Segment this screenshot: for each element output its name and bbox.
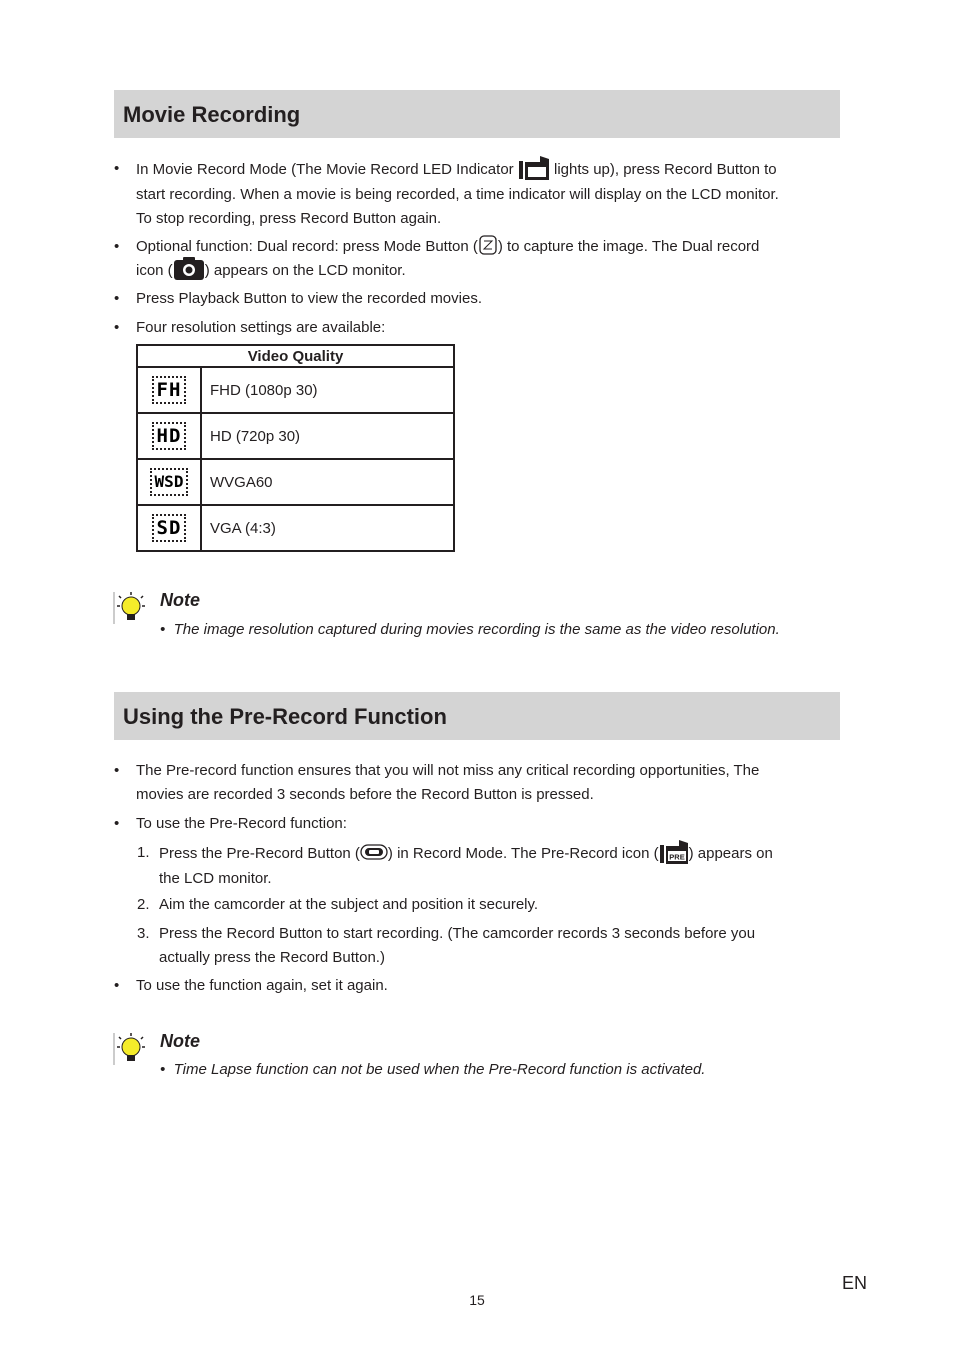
camera-icon — [173, 257, 205, 281]
table-row — [137, 367, 454, 413]
table-cell: FHD (1080p 30) — [201, 367, 454, 413]
mode-button-icon — [478, 234, 498, 256]
pre-record-icon — [659, 839, 689, 865]
list-item: • Optional function: Dual record: press Mode Button ( ) to capture the image. The Dual record icon ( ) appears on the LCD monitor. — [114, 235, 844, 283]
note-title: Note — [160, 590, 200, 610]
step-item: 3. Press the Record Button to start recording. (The camcorder records 3 seconds before you actually press the Record Button.) — [137, 925, 756, 966]
hd-resolution-icon: HD — [152, 422, 187, 450]
list-item: • The Pre-record function ensures that you will not miss any critical recording opportunities, The movies are recorded 3 seconds before the Record Button is pressed. — [114, 762, 760, 803]
list-item: • In Movie Record Mode (The Movie Record LED Indicator lights up), press Record Button to start recording. When a movie is being recorded, a time indicator will display on the LCD monitor. To stop recording, press Record Button again. — [114, 157, 844, 231]
svg-text:PRE: PRE — [668, 852, 685, 862]
lightbulb-icon — [112, 590, 148, 626]
note-text: • The image resolution captured during movies recording is the same as the video resolution. — [160, 621, 780, 638]
list-item: • Four resolution settings are available: — [114, 319, 386, 336]
section-title: Movie Recording — [123, 102, 301, 127]
list-item: • Press Playback Button to view the recorded movies. — [114, 290, 482, 307]
list-item: • To use the function again, set it again. — [114, 977, 388, 994]
table-row — [137, 505, 454, 551]
table-cell: WVGA60 — [201, 459, 454, 505]
section-header-pre-record — [114, 692, 840, 740]
step-item: 2. Aim the camcorder at the subject and position it securely. — [137, 896, 539, 913]
video-quality-table — [136, 344, 455, 552]
list-item: • To use the Pre-Record function: — [114, 815, 347, 832]
table-cell: HD (720p 30) — [201, 413, 454, 459]
page-number: 15 — [469, 1292, 485, 1308]
fhd-resolution-icon: FH — [152, 376, 187, 404]
lightbulb-icon — [112, 1031, 148, 1067]
step-item: 1. Press the Pre-Record Button ( ) in Record Mode. The Pre-Record icon ( PRE ) appears on the LCD monitor. — [137, 841, 837, 891]
table-row — [137, 413, 454, 459]
table-cell: VGA (4:3) — [201, 505, 454, 551]
language-label: EN — [841, 1273, 867, 1293]
vga-resolution-icon: SD — [152, 514, 187, 542]
table-header: Video Quality — [137, 345, 454, 367]
wvga-resolution-icon: WSD — [150, 468, 189, 496]
table-header-row — [137, 345, 454, 367]
section-title: Using the Pre-Record Function — [123, 704, 447, 729]
note-title: Note — [160, 1031, 200, 1051]
table-row — [137, 459, 454, 505]
pre-record-button-icon — [360, 843, 388, 861]
section-header-movie-recording — [114, 90, 840, 138]
movie-record-led-icon — [518, 155, 550, 181]
note-text: • Time Lapse function can not be used when the Pre-Record function is activated. — [160, 1061, 706, 1078]
